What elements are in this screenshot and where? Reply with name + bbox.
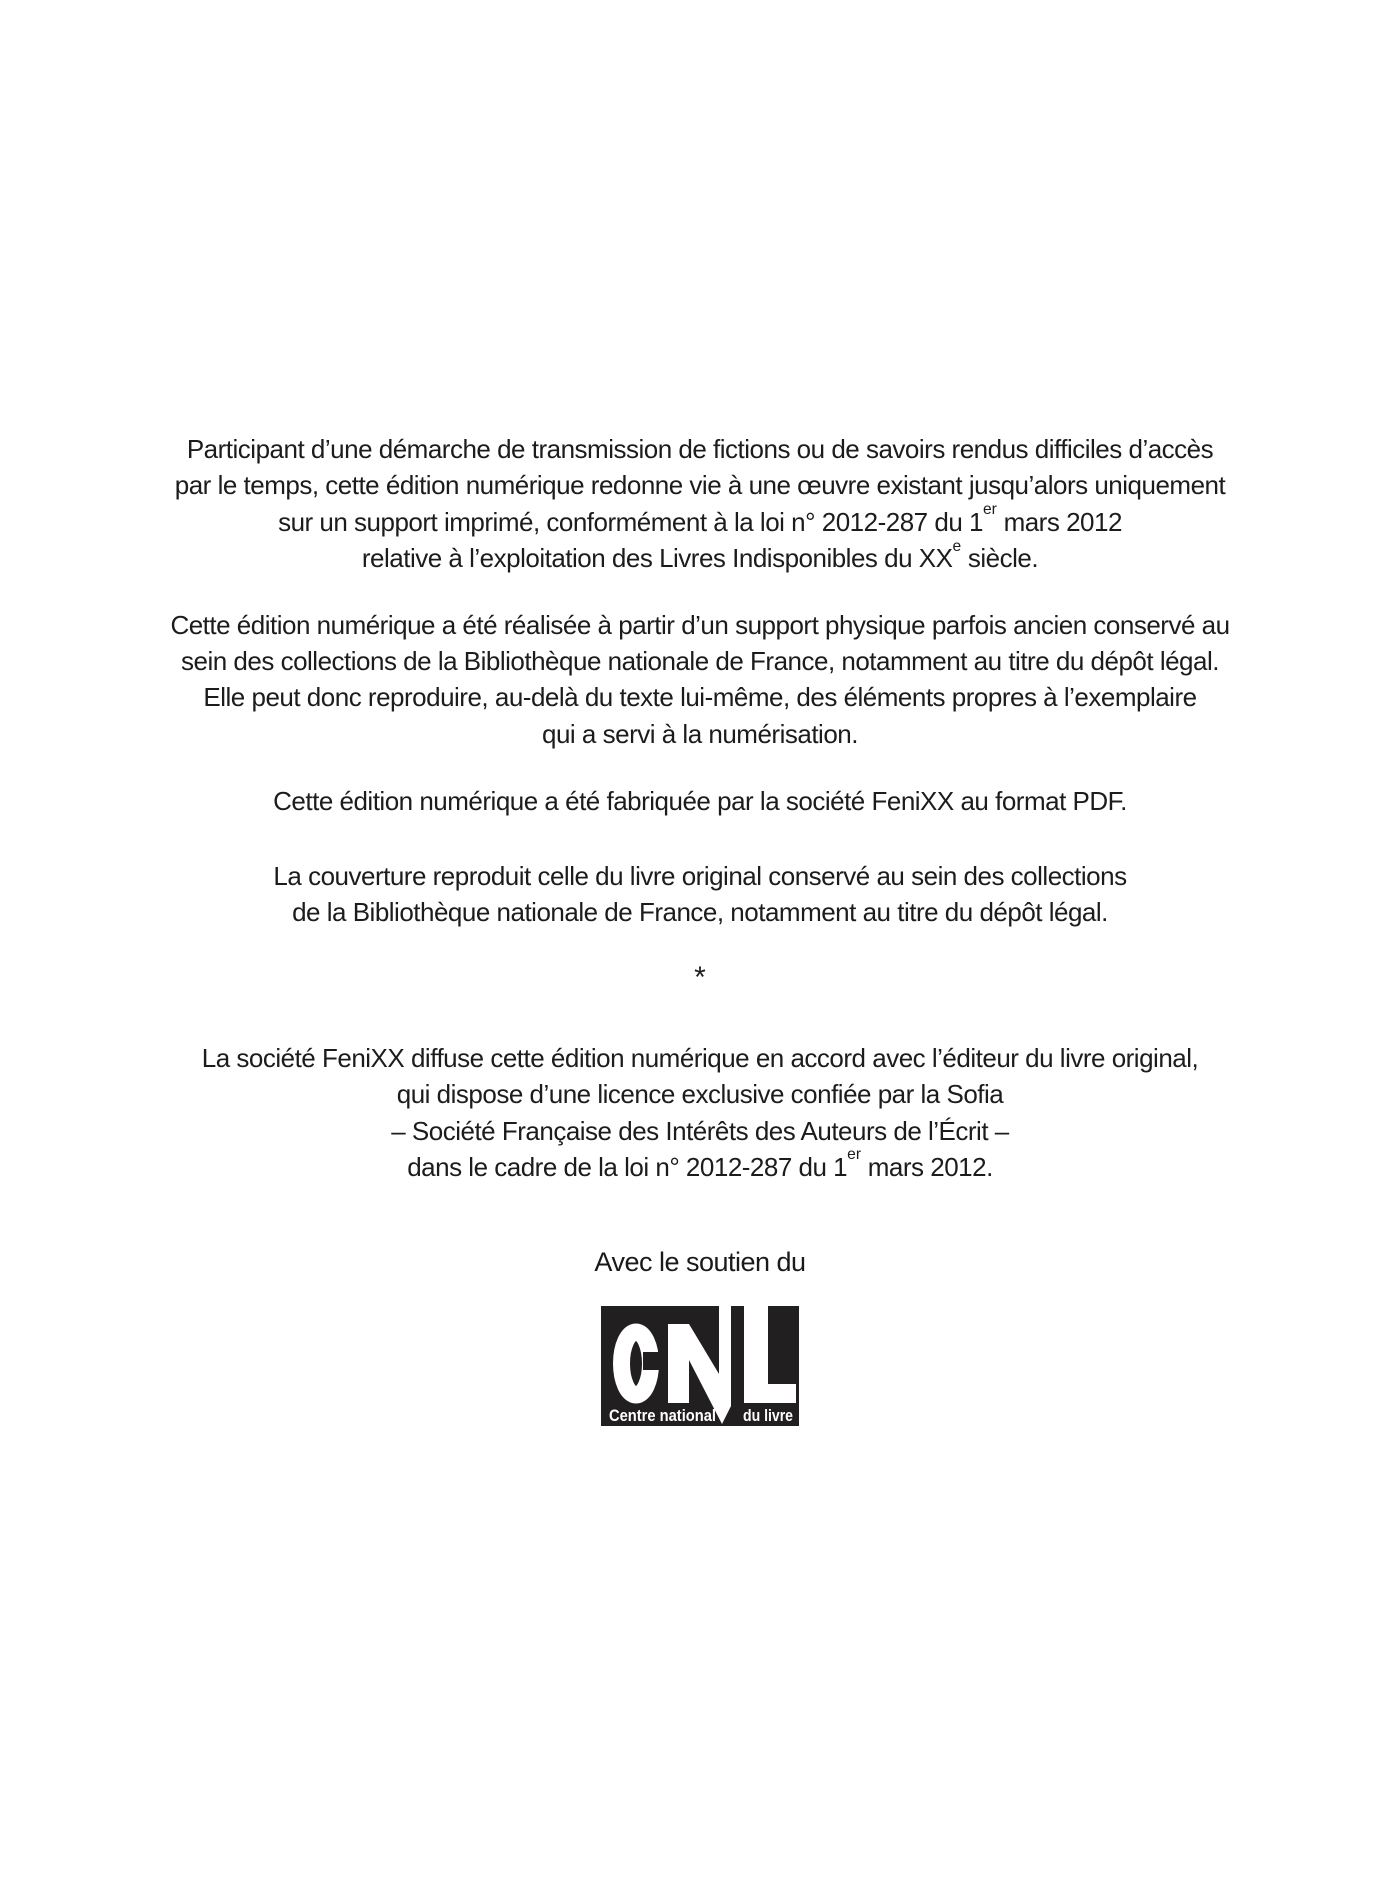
superscript: e: [952, 537, 962, 555]
logo-support-text: [0, 1245, 1400, 1279]
text-line: [0, 643, 1400, 679]
cnl-logo-svg: [601, 1306, 799, 1426]
text-segment: Avec le soutien du: [594, 1246, 806, 1277]
text-segment: qui dispose d’une licence exclusive confiée par la Sofia: [396, 1079, 1004, 1110]
text-line: [0, 501, 1400, 540]
text-line: [0, 783, 1400, 819]
text-segment: sein des collections de la Bibliothèque nationale de France, notamment au titre du dépôt légal.: [181, 646, 1219, 677]
cnl-logo: [601, 1306, 799, 1426]
text-segment: dans le cadre de la loi n° 2012-287 du 1: [407, 1152, 848, 1183]
text-segment: mars 2012.: [861, 1152, 993, 1183]
text-line: [0, 607, 1400, 643]
text-line: [0, 1113, 1400, 1149]
superscript: er: [847, 1146, 862, 1164]
text-line: [0, 537, 1400, 576]
text-line: [0, 431, 1400, 467]
text-segment: mars 2012: [996, 506, 1122, 537]
text-segment: relative à l’exploitation des Livres Indisponibles du XX: [361, 543, 953, 574]
paragraph-cover: [0, 858, 1400, 931]
text-line: [0, 679, 1400, 715]
paragraph-diffusion: [0, 1040, 1400, 1186]
text-segment: La société FeniXX diffuse cette édition numérique en accord avec l’éditeur du livre original,: [201, 1042, 1199, 1073]
superscript: er: [982, 501, 997, 519]
text-line: [0, 894, 1400, 930]
text-line: [0, 716, 1400, 752]
text-segment: de la Bibliothèque nationale de France, notamment au titre du dépôt légal.: [292, 897, 1108, 928]
text-segment: Participant d’une démarche de transmission de fictions ou de savoirs rendus difficiles d’accès: [186, 434, 1214, 464]
text-line: [0, 467, 1400, 503]
asterisk-separator: [0, 960, 1400, 996]
logo-caption-left: Centre national: [609, 1406, 716, 1425]
text-segment: Elle peut donc reproduire, au-delà du texte lui-même, des éléments propres à l’exemplaire: [203, 682, 1197, 713]
text-segment: Cette édition numérique a été réalisée à partir d’un support physique parfois ancien conservé au: [170, 609, 1230, 640]
text-line: [0, 1076, 1400, 1112]
text-segment: – Société Française des Intérêts des Auteurs de l’Écrit –: [391, 1115, 1009, 1146]
text-segment: qui a servi à la numérisation.: [542, 718, 858, 749]
text-line: [0, 1040, 1400, 1076]
text-segment: Cette édition numérique a été fabriquée par la société FeniXX au format PDF.: [273, 786, 1127, 817]
letter-c-aperture: [643, 1352, 661, 1370]
text-line: [0, 1146, 1400, 1185]
text-segment: sur un support imprimé, conformément à la loi n° 2012-287 du 1: [278, 506, 983, 537]
text-segment: La couverture reproduit celle du livre original conservé au sein des collections: [273, 860, 1127, 891]
paragraph-fenixx-pdf: [0, 783, 1400, 819]
text-line: [0, 858, 1400, 894]
logo-caption-right: du livre: [743, 1406, 793, 1425]
paragraph-legal-context: [0, 431, 1400, 577]
text-segment: siècle.: [961, 543, 1039, 574]
paragraph-source-bnf: [0, 607, 1400, 753]
text-segment: par le temps, cette édition numérique redonne vie à une œuvre existant jusqu’alors uniquement: [174, 470, 1226, 501]
text-segment: *: [694, 961, 706, 995]
